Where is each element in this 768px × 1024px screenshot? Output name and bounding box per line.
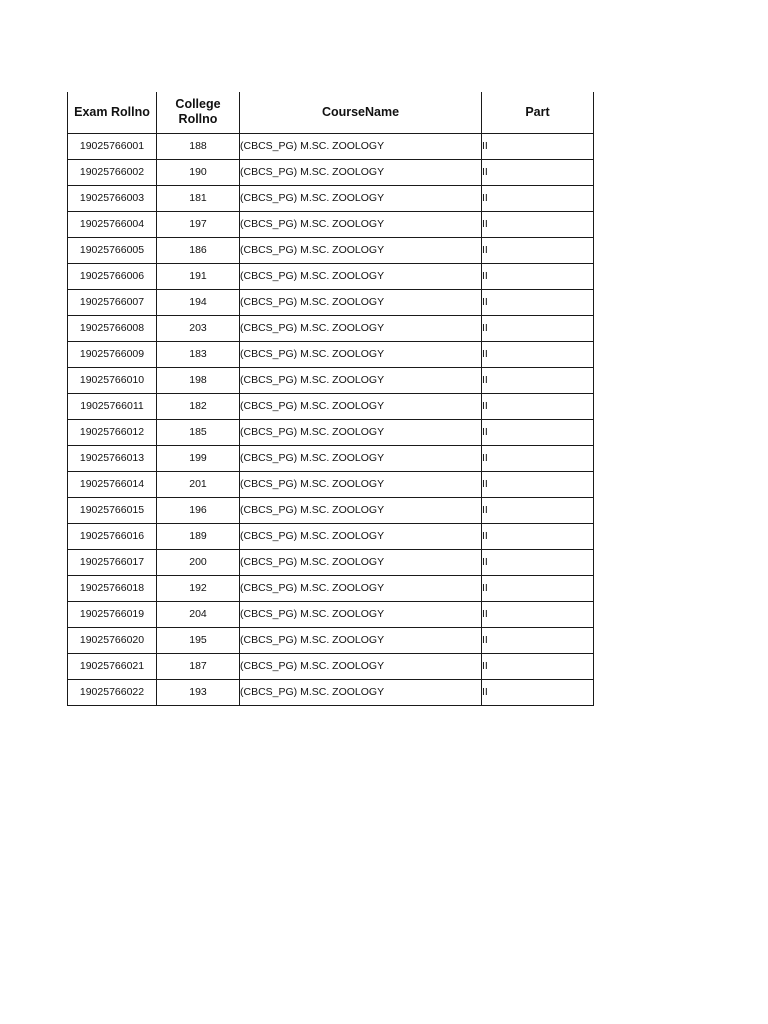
cell-part: II xyxy=(482,133,594,159)
cell-course-name: (CBCS_PG) M.SC. ZOOLOGY xyxy=(240,393,482,419)
table-row xyxy=(68,263,594,289)
cell-college-rollno: 187 xyxy=(157,653,240,679)
table-row xyxy=(68,445,594,471)
cell-college-rollno: 190 xyxy=(157,159,240,185)
cell-course-name: (CBCS_PG) M.SC. ZOOLOGY xyxy=(240,133,482,159)
table-row xyxy=(68,315,594,341)
cell-part: II xyxy=(482,289,594,315)
cell-part: II xyxy=(482,185,594,211)
cell-part: II xyxy=(482,679,594,705)
cell-course-name: (CBCS_PG) M.SC. ZOOLOGY xyxy=(240,549,482,575)
cell-part: II xyxy=(482,575,594,601)
cell-part: II xyxy=(482,601,594,627)
header-course-name: CourseName xyxy=(240,92,482,133)
cell-college-rollno: 203 xyxy=(157,315,240,341)
cell-course-name: (CBCS_PG) M.SC. ZOOLOGY xyxy=(240,185,482,211)
cell-exam-rollno: 19025766013 xyxy=(68,445,157,471)
cell-part: II xyxy=(482,159,594,185)
cell-course-name: (CBCS_PG) M.SC. ZOOLOGY xyxy=(240,341,482,367)
cell-college-rollno: 195 xyxy=(157,627,240,653)
cell-college-rollno: 197 xyxy=(157,211,240,237)
table-row xyxy=(68,679,594,705)
cell-exam-rollno: 19025766022 xyxy=(68,679,157,705)
cell-exam-rollno: 19025766011 xyxy=(68,393,157,419)
cell-part: II xyxy=(482,237,594,263)
cell-course-name: (CBCS_PG) M.SC. ZOOLOGY xyxy=(240,263,482,289)
roll-table xyxy=(67,92,594,706)
cell-college-rollno: 192 xyxy=(157,575,240,601)
table-row xyxy=(68,523,594,549)
cell-college-rollno: 183 xyxy=(157,341,240,367)
table-row xyxy=(68,237,594,263)
table-row xyxy=(68,367,594,393)
cell-course-name: (CBCS_PG) M.SC. ZOOLOGY xyxy=(240,159,482,185)
cell-exam-rollno: 19025766016 xyxy=(68,523,157,549)
cell-exam-rollno: 19025766021 xyxy=(68,653,157,679)
cell-part: II xyxy=(482,497,594,523)
cell-college-rollno: 191 xyxy=(157,263,240,289)
cell-exam-rollno: 19025766020 xyxy=(68,627,157,653)
cell-exam-rollno: 19025766015 xyxy=(68,497,157,523)
table-body xyxy=(68,133,594,705)
cell-college-rollno: 182 xyxy=(157,393,240,419)
header-college-rollno: College Rollno xyxy=(157,92,240,133)
cell-college-rollno: 193 xyxy=(157,679,240,705)
cell-course-name: (CBCS_PG) M.SC. ZOOLOGY xyxy=(240,471,482,497)
cell-part: II xyxy=(482,393,594,419)
cell-exam-rollno: 19025766010 xyxy=(68,367,157,393)
cell-course-name: (CBCS_PG) M.SC. ZOOLOGY xyxy=(240,497,482,523)
cell-part: II xyxy=(482,549,594,575)
table-header xyxy=(68,92,594,133)
cell-college-rollno: 189 xyxy=(157,523,240,549)
cell-course-name: (CBCS_PG) M.SC. ZOOLOGY xyxy=(240,445,482,471)
cell-exam-rollno: 19025766004 xyxy=(68,211,157,237)
cell-exam-rollno: 19025766019 xyxy=(68,601,157,627)
cell-college-rollno: 181 xyxy=(157,185,240,211)
cell-part: II xyxy=(482,315,594,341)
cell-part: II xyxy=(482,341,594,367)
table-row xyxy=(68,341,594,367)
table-row xyxy=(68,133,594,159)
cell-course-name: (CBCS_PG) M.SC. ZOOLOGY xyxy=(240,237,482,263)
cell-college-rollno: 196 xyxy=(157,497,240,523)
cell-course-name: (CBCS_PG) M.SC. ZOOLOGY xyxy=(240,419,482,445)
table-row xyxy=(68,393,594,419)
roll-list-sheet xyxy=(67,92,594,706)
table-row xyxy=(68,211,594,237)
cell-course-name: (CBCS_PG) M.SC. ZOOLOGY xyxy=(240,679,482,705)
cell-part: II xyxy=(482,653,594,679)
cell-course-name: (CBCS_PG) M.SC. ZOOLOGY xyxy=(240,523,482,549)
table-row xyxy=(68,653,594,679)
cell-exam-rollno: 19025766007 xyxy=(68,289,157,315)
header-exam-rollno: Exam Rollno xyxy=(68,92,157,133)
cell-part: II xyxy=(482,419,594,445)
table-row xyxy=(68,471,594,497)
cell-college-rollno: 185 xyxy=(157,419,240,445)
cell-part: II xyxy=(482,523,594,549)
table-row xyxy=(68,185,594,211)
cell-course-name: (CBCS_PG) M.SC. ZOOLOGY xyxy=(240,627,482,653)
cell-college-rollno: 198 xyxy=(157,367,240,393)
table-row xyxy=(68,601,594,627)
cell-exam-rollno: 19025766008 xyxy=(68,315,157,341)
cell-part: II xyxy=(482,445,594,471)
cell-exam-rollno: 19025766001 xyxy=(68,133,157,159)
cell-college-rollno: 201 xyxy=(157,471,240,497)
cell-course-name: (CBCS_PG) M.SC. ZOOLOGY xyxy=(240,575,482,601)
header-row xyxy=(68,92,594,133)
table-row xyxy=(68,289,594,315)
cell-part: II xyxy=(482,211,594,237)
cell-college-rollno: 186 xyxy=(157,237,240,263)
cell-college-rollno: 199 xyxy=(157,445,240,471)
cell-part: II xyxy=(482,367,594,393)
cell-exam-rollno: 19025766009 xyxy=(68,341,157,367)
cell-course-name: (CBCS_PG) M.SC. ZOOLOGY xyxy=(240,601,482,627)
cell-part: II xyxy=(482,263,594,289)
cell-course-name: (CBCS_PG) M.SC. ZOOLOGY xyxy=(240,289,482,315)
cell-college-rollno: 200 xyxy=(157,549,240,575)
cell-course-name: (CBCS_PG) M.SC. ZOOLOGY xyxy=(240,211,482,237)
cell-exam-rollno: 19025766012 xyxy=(68,419,157,445)
cell-part: II xyxy=(482,627,594,653)
cell-college-rollno: 194 xyxy=(157,289,240,315)
table-row xyxy=(68,419,594,445)
header-part: Part xyxy=(482,92,594,133)
table-row xyxy=(68,549,594,575)
cell-exam-rollno: 19025766014 xyxy=(68,471,157,497)
table-row xyxy=(68,627,594,653)
cell-exam-rollno: 19025766017 xyxy=(68,549,157,575)
cell-exam-rollno: 19025766003 xyxy=(68,185,157,211)
cell-exam-rollno: 19025766018 xyxy=(68,575,157,601)
cell-course-name: (CBCS_PG) M.SC. ZOOLOGY xyxy=(240,653,482,679)
cell-exam-rollno: 19025766005 xyxy=(68,237,157,263)
cell-exam-rollno: 19025766002 xyxy=(68,159,157,185)
cell-course-name: (CBCS_PG) M.SC. ZOOLOGY xyxy=(240,367,482,393)
cell-part: II xyxy=(482,471,594,497)
cell-course-name: (CBCS_PG) M.SC. ZOOLOGY xyxy=(240,315,482,341)
table-row xyxy=(68,497,594,523)
cell-college-rollno: 188 xyxy=(157,133,240,159)
cell-exam-rollno: 19025766006 xyxy=(68,263,157,289)
cell-college-rollno: 204 xyxy=(157,601,240,627)
table-row xyxy=(68,159,594,185)
table-row xyxy=(68,575,594,601)
